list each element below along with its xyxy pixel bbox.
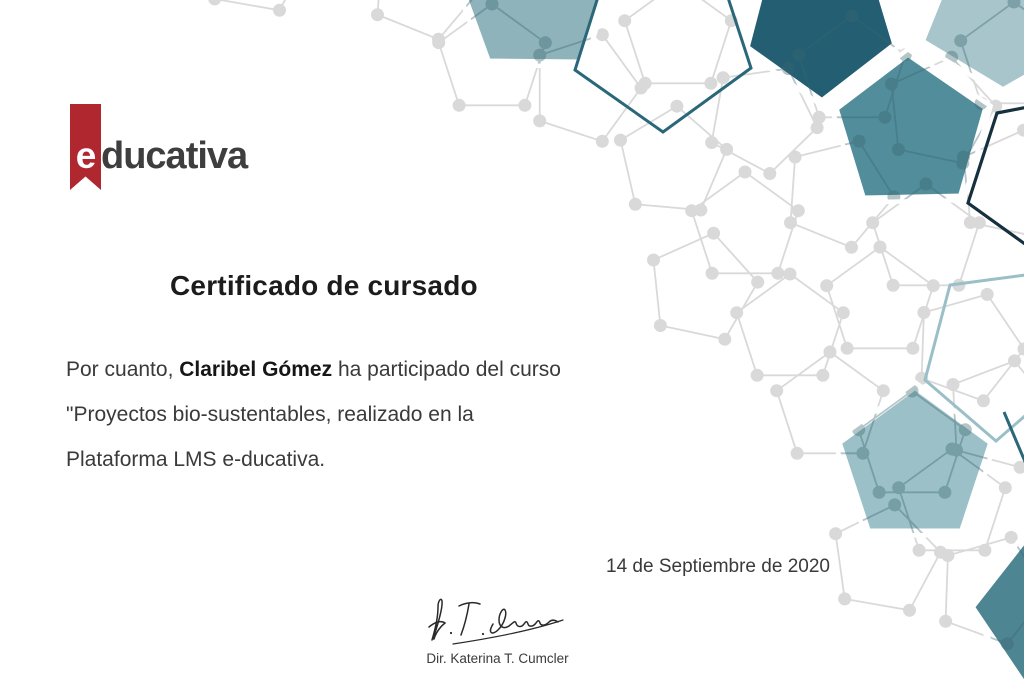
signer-name: Dir. Katerina T. Cumcler xyxy=(426,651,569,666)
body-line-1 xyxy=(66,347,626,392)
certificate-title: Certificado de cursado xyxy=(170,270,478,301)
signature-handwriting xyxy=(423,594,573,649)
logo-wordmark: ducativa xyxy=(101,135,248,177)
body-suffix: ha participado del curso xyxy=(332,358,561,381)
certificate-date: 14 de Septiembre de 2020 xyxy=(606,556,830,577)
student-name: Claribel Gómez xyxy=(179,358,333,381)
certificate-body-text xyxy=(66,347,626,482)
body-prefix: Por cuanto, xyxy=(66,358,180,381)
signature-block xyxy=(405,594,590,666)
body-line-2: "Proyectos bio-sustentables, realizado en la xyxy=(66,403,474,426)
body-line-3: Plataforma LMS e-ducativa. xyxy=(66,448,326,471)
logo-letter-e: e xyxy=(75,135,97,176)
